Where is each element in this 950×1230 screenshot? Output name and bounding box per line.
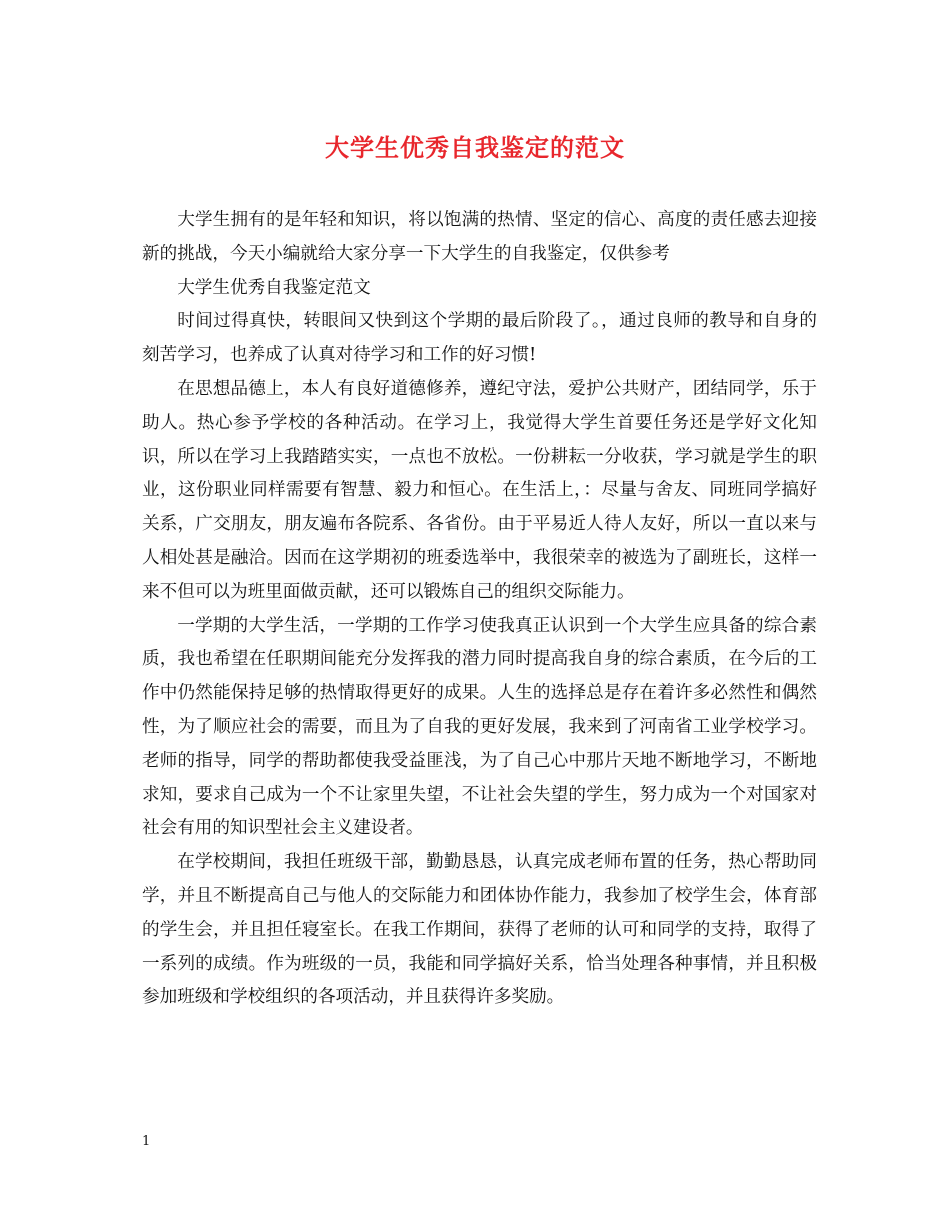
body-paragraph: 在学校期间，我担任班级干部，勤勤恳恳，认真完成老师布置的任务，热心帮助同学，并且不断提高自己与他人的交际能力和团体协作能力，我参加了校学生会，体育部的学生会，并且担任寝室长。在我工作期间，获得了老师的认可和同学的支持，取得了一系列的成绩。作为班级的一员，我能和同学搞好关系，恰当处理各种事情，并且积极参加班级和学校组织的各项活动，并且获得许多奖励。 xyxy=(142,852,817,1008)
section-heading: 大学生优秀自我鉴定范文 xyxy=(177,277,371,298)
body-paragraph: 时间过得真快，转眼间又快到这个学期的最后阶段了。，通过良师的教导和自身的刻苦学习，也养成了认真对待学习和工作的好习惯! xyxy=(142,311,817,366)
page-number: 1 xyxy=(142,1134,151,1149)
body-paragraph: 在思想品德上，本人有良好道德修养，遵纪守法，爱护公共财产，团结同学，乐于助人。热心参予学校的各种活动。在学习上，我觉得大学生首要任务还是学好文化知识，所以在学习上我踏踏实实，一点也不放松。一份耕耘一分收获，学习就是学生的职业，这份职业同样需要有智慧、毅力和恒心。在生活上，：尽量与舍友、同班同学搞好关系，广交朋友，朋友遍布各院系、各省份。由于平易近人待人友好，所以一直以来与人相处甚是融洽。因而在这学期初的班委选举中，我很荣幸的被选为了副班长，这样一来不但可以为班里面做贡献，还可以锻炼自己的组织交际能力。 xyxy=(142,378,817,602)
document-title: 大学生优秀自我鉴定的范文 xyxy=(325,133,625,162)
intro-paragraph: 大学生拥有的是年轻和知识，将以饱满的热情、坚定的信心、高度的责任感去迎接新的挑战，今天小编就给大家分享一下大学生的自我鉴定，仅供参考 xyxy=(142,210,817,264)
document-body xyxy=(142,204,817,1015)
body-paragraph: 一学期的大学生活，一学期的工作学习使我真正认识到一个大学生应具备的综合素质，我也希望在任职期间能充分发挥我的潜力同时提高我自身的综合素质，在今后的工作中仍然能保持足够的热情取得更好的成果。人生的选择总是存在着许多必然性和偶然性，为了顺应社会的需要，而且为了自我的更好发展，我来到了河南省工业学校学习。老师的指导，同学的帮助都使我受益匪浅，为了自己心中那片天地不断地学习，不断地求知，要求自己成为一个不让家里失望，不让社会失望的学生，努力成为一个对国家对社会有用的知识型社会主义建设者。 xyxy=(142,615,817,839)
